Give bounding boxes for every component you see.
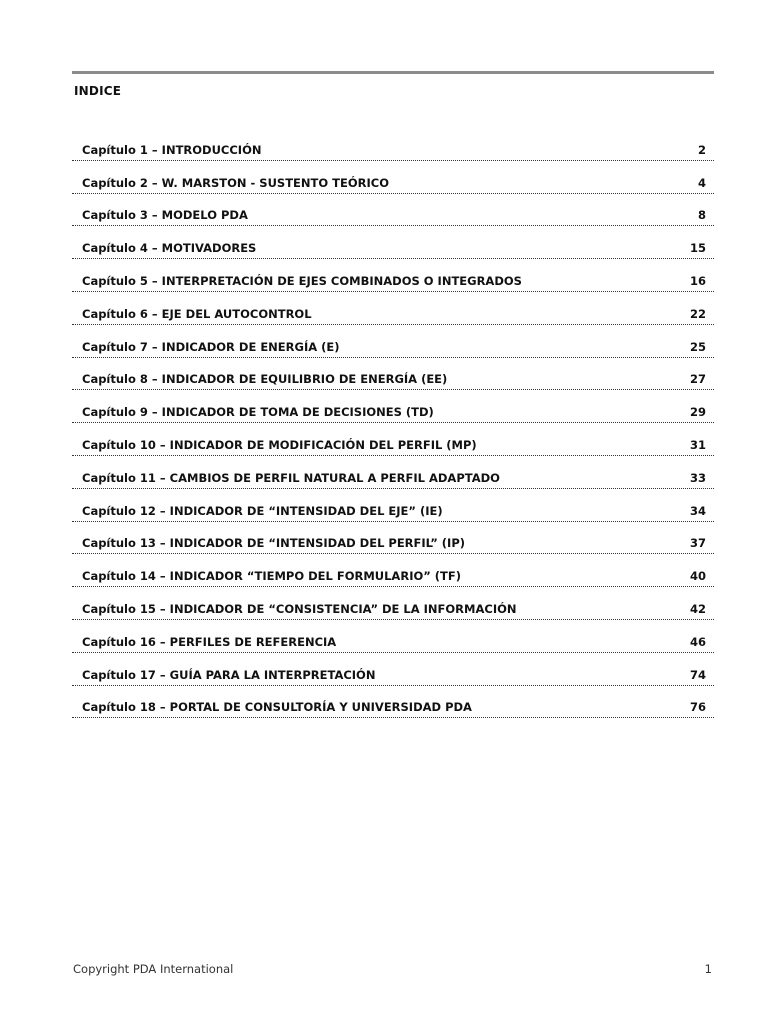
toc-page-number: 2 — [697, 142, 706, 157]
toc-page-number: 37 — [689, 536, 706, 551]
toc-title: Capítulo 14 – INDICADOR “TIEMPO DEL FORMULARIO” (TF) — [82, 569, 462, 584]
toc-page-number: 42 — [689, 601, 706, 616]
toc-page-number: 25 — [689, 339, 706, 354]
toc-page-number: 29 — [689, 405, 706, 420]
toc-title: Capítulo 9 – INDICADOR DE TOMA DE DECISIONES (TD) — [82, 405, 434, 420]
toc-page-number: 34 — [689, 503, 706, 518]
toc-title: Capítulo 7 – INDICADOR DE ENERGÍA (E) — [82, 339, 340, 354]
table-of-contents — [72, 128, 714, 718]
toc-row[interactable] — [72, 194, 714, 227]
toc-title: Capítulo 1 – INTRODUCCIÓN — [82, 142, 262, 157]
toc-title: Capítulo 17 – GUÍA PARA LA INTERPRETACIÓN — [82, 667, 376, 682]
footer-page-number: 1 — [704, 962, 712, 976]
toc-title: Capítulo 3 – MODELO PDA — [82, 208, 248, 223]
toc-row[interactable] — [72, 161, 714, 194]
toc-page-number: 22 — [689, 306, 706, 321]
toc-page-number: 27 — [689, 372, 706, 387]
toc-row[interactable] — [72, 653, 714, 686]
toc-title: Capítulo 5 – INTERPRETACIÓN DE EJES COMBINADOS O INTEGRADOS — [82, 273, 522, 288]
toc-page-number: 74 — [689, 667, 706, 682]
toc-row[interactable] — [72, 456, 714, 489]
toc-row[interactable] — [72, 292, 714, 325]
toc-title: Capítulo 2 – W. MARSTON - SUSTENTO TEÓRICO — [82, 175, 389, 190]
toc-page-number: 46 — [689, 634, 706, 649]
toc-row[interactable] — [72, 128, 714, 161]
toc-page-number: 8 — [697, 208, 706, 223]
toc-title: Capítulo 4 – MOTIVADORES — [82, 241, 257, 256]
toc-row[interactable] — [72, 587, 714, 620]
toc-row[interactable] — [72, 489, 714, 522]
toc-row[interactable] — [72, 423, 714, 456]
top-rule — [72, 71, 714, 74]
toc-title: Capítulo 16 – PERFILES DE REFERENCIA — [82, 634, 337, 649]
toc-row[interactable] — [72, 554, 714, 587]
toc-row[interactable] — [72, 259, 714, 292]
toc-page-number: 15 — [689, 241, 706, 256]
toc-title: Capítulo 13 – INDICADOR DE “INTENSIDAD DEL PERFIL” (IP) — [82, 536, 466, 551]
toc-page-number: 4 — [697, 175, 706, 190]
toc-row[interactable] — [72, 226, 714, 259]
toc-page-number: 33 — [689, 470, 706, 485]
footer-copyright: Copyright PDA International — [73, 962, 234, 976]
toc-title: Capítulo 11 – CAMBIOS DE PERFIL NATURAL A PERFIL ADAPTADO — [82, 470, 500, 485]
toc-title: Capítulo 10 – INDICADOR DE MODIFICACIÓN DEL PERFIL (MP) — [82, 437, 477, 452]
toc-row[interactable] — [72, 358, 714, 391]
toc-title: Capítulo 8 – INDICADOR DE EQUILIBRIO DE ENERGÍA (EE) — [82, 372, 448, 387]
toc-title: Capítulo 6 – EJE DEL AUTOCONTROL — [82, 306, 312, 321]
toc-row[interactable] — [72, 325, 714, 358]
toc-row[interactable] — [72, 390, 714, 423]
toc-row[interactable] — [72, 620, 714, 653]
toc-title: Capítulo 12 – INDICADOR DE “INTENSIDAD DEL EJE” (IE) — [82, 503, 443, 518]
toc-page-number: 16 — [689, 273, 706, 288]
toc-page-number: 40 — [689, 569, 706, 584]
toc-page-number: 31 — [689, 437, 706, 452]
toc-title: Capítulo 15 – INDICADOR DE “CONSISTENCIA” DE LA INFORMACIÓN — [82, 601, 517, 616]
toc-row[interactable] — [72, 686, 714, 719]
toc-title: Capítulo 18 – PORTAL DE CONSULTORÍA Y UNIVERSIDAD PDA — [82, 700, 472, 715]
toc-row[interactable] — [72, 522, 714, 555]
toc-page-number: 76 — [689, 700, 706, 715]
index-heading: INDICE — [74, 84, 122, 98]
